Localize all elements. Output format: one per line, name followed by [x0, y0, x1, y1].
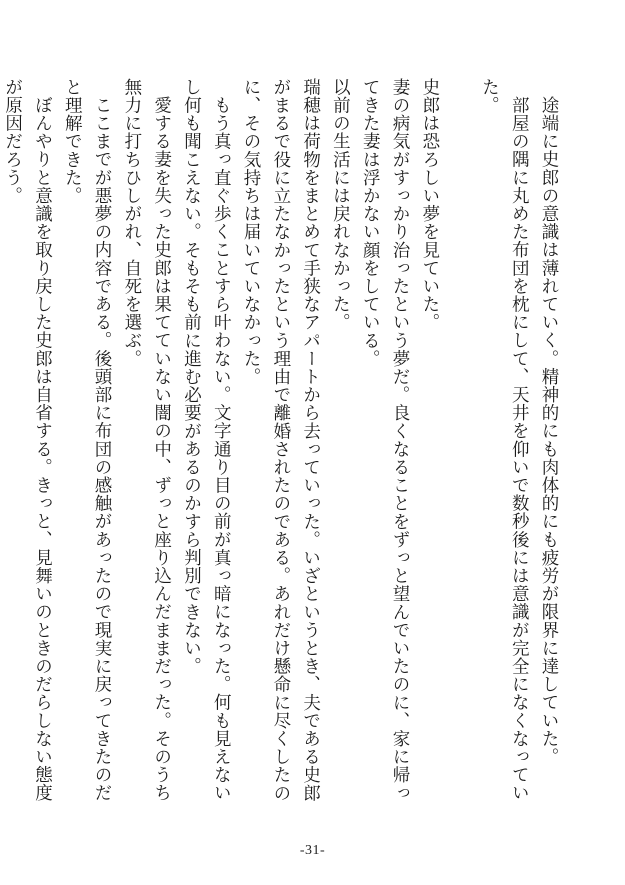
paragraph-7: もう真っ直ぐ歩くことすら叶わない。文字通り目の前が真っ暗になった。何も見えないし何も聞こえない。そもそも前に進む必要があるのかすら判別できない。	[181, 78, 232, 802]
paragraph-2: 部屋の隅に丸めた布団を枕にして、天井を仰いで数秒後には意識が完全になくなっていた。	[479, 78, 530, 802]
vertical-text-body	[2, 78, 563, 808]
paragraph-10: ぼんやりと意識を取り戻した史郎は自省する。きっと、見舞いのときのだらしない態度が原因だろう。	[2, 78, 53, 802]
paragraph-break	[444, 78, 474, 808]
paragraph-9: ここまでが悪夢の内容である。後頭部に布団の感触があったので現実に戻ってきたのだと理解できた。	[62, 78, 113, 802]
paragraph-5: 以前の生活には戻れなかった。	[330, 78, 351, 332]
paragraph-6: 瑞穂は荷物をまとめて手狭なアパートから去っていった。いざというとき、夫である史郎がまるで役に立たなかったという理由で離婚されたのである。あれだけ懸命に尽くしたのに、その気持ちは届いていなかった。	[241, 78, 321, 802]
paragraph-8: 愛する妻を失った史郎は果てていない闇の中、ずっと座り込んだままだった。そのうち無力に打ちひしがれ、自死を選ぶ。	[121, 78, 172, 802]
paragraph-4: 妻の病気がすっかり治ったという夢だ。良くなることをずっと望んでいたのに、家に帰ってきた妻は浮かない顔をしている。	[360, 78, 411, 802]
paragraph-1: 途端に史郎の意識は薄れていく。精神的にも肉体的にも疲労が限界に達していた。	[539, 95, 559, 766]
paragraph-3: 史郎は恐ろしい夢を見ていた。	[419, 78, 440, 332]
page-number: -31-	[299, 843, 326, 858]
